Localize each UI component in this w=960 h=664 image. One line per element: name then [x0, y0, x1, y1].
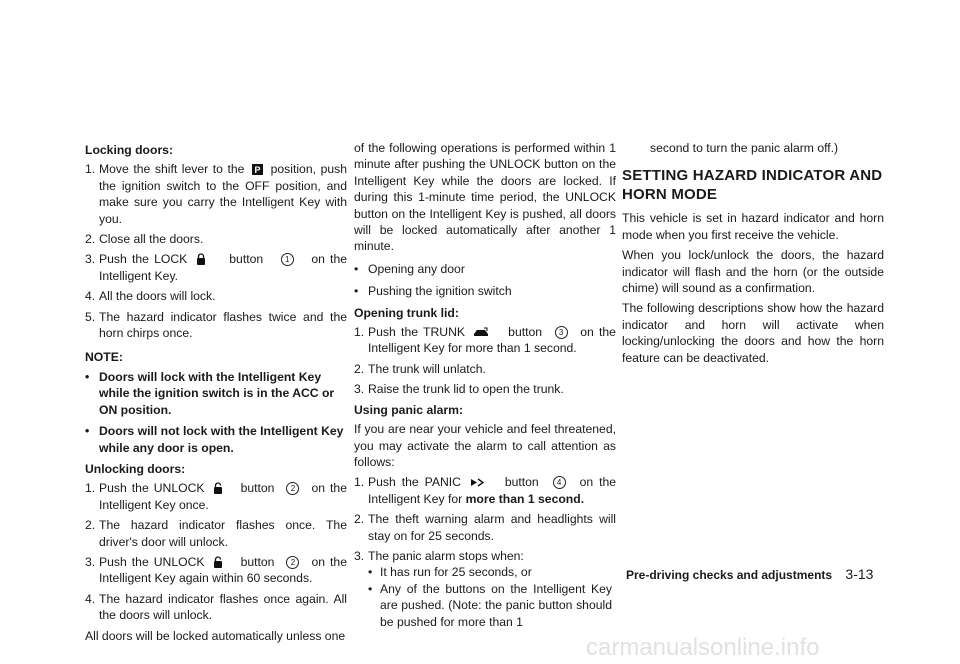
note-heading: NOTE:	[85, 350, 123, 365]
unlocking-step-2	[85, 517, 347, 550]
trunk-step-1	[354, 324, 616, 357]
step-number: 2.	[85, 518, 96, 533]
panic-intro: If you are near your vehicle and feel threatened, you may activate the alarm to call attention as follows:	[354, 422, 616, 469]
step-text: The hazard indicator flashes twice and the horn chirps once.	[99, 309, 347, 341]
paragraph: This vehicle is set in hazard indicator and horn mode when you first receive the vehicle.	[622, 211, 884, 242]
locking-step-3	[85, 251, 347, 284]
page-footer	[626, 566, 876, 582]
step-number: 1.	[354, 475, 365, 490]
column-3	[622, 140, 884, 370]
lock-icon	[196, 253, 206, 265]
callout-4: 4	[553, 476, 566, 489]
panic-step-1	[354, 474, 616, 507]
step-text: on the Intelligent Key once.	[99, 481, 347, 512]
bullet-dot: •	[354, 261, 359, 276]
trunk-step-2	[354, 361, 616, 377]
trunk-step-3	[354, 381, 616, 397]
step-text: Push the UNLOCK	[99, 554, 205, 569]
continuation-text: second to turn the panic alarm off.)	[650, 141, 839, 155]
step-number: 5.	[85, 309, 96, 324]
step-text: Push the LOCK	[99, 252, 188, 267]
continuation-text: of the following operations is performed within 1 minute after pushing the UNLOCK button on the Intelligent Key while the doors are locked. If during this 1-minute time period, the UNLOCK button on the Intelligent Key is pushed, all doors will be locked automatically after another 1 minute.	[354, 141, 616, 254]
step-text: The hazard indicator flashes once again. All the doors will unlock.	[99, 591, 347, 623]
step-number: 4.	[85, 591, 96, 606]
unlocking-step-4	[85, 591, 347, 624]
step-text: Push the TRUNK	[368, 325, 466, 340]
trunk-heading: Opening trunk lid:	[354, 305, 459, 320]
svg-text:P: P	[254, 165, 261, 176]
panic-heading: Using panic alarm:	[354, 402, 464, 417]
step-text: The theft warning alarm and headlights will stay on for 25 seconds.	[368, 512, 616, 543]
step-number: 1.	[85, 481, 96, 496]
step-text: Push the PANIC	[368, 475, 461, 490]
step-number: 3.	[85, 252, 96, 267]
step-text-bold: more than 1 second.	[465, 491, 585, 506]
step-number: 2.	[354, 512, 365, 527]
step-number: 3.	[85, 554, 96, 569]
unlocking-step-1	[85, 480, 347, 513]
bullet-text: Any of the buttons on the Intelligent Key are pushed. (Note: the panic button should be pushed for more than 1	[380, 581, 612, 629]
panic-step-3	[354, 548, 616, 564]
locking-step-5	[85, 309, 347, 342]
step-text: button	[240, 554, 275, 569]
panic-sub-bullet-2	[354, 581, 616, 630]
closing-text: All doors will be locked automatically unless one	[85, 628, 346, 643]
step-text: Raise the trunk lid to open the trunk.	[368, 382, 564, 397]
paragraph: When you lock/unlock the doors, the hazard indicator will flash and the horn (or the outside chime) will sound as a confirmation.	[622, 248, 884, 296]
bullet-text: Pushing the ignition switch	[368, 284, 512, 299]
panic-step-2	[354, 511, 616, 544]
page-number: 3-13	[845, 566, 874, 582]
condition-bullet-2	[354, 283, 616, 299]
step-number: 4.	[85, 289, 96, 304]
locking-step-4	[85, 288, 347, 304]
step-text: on the Intelligent Key for more than 1 second.	[368, 325, 616, 356]
bullet-text: Opening any door	[368, 261, 465, 276]
step-number: 3.	[354, 382, 365, 397]
bullet-dot: •	[85, 424, 90, 439]
watermark: carmanualsonline.info	[586, 634, 820, 661]
footer-section-title: Pre-driving checks and adjustments	[626, 568, 833, 582]
step-text: button	[229, 252, 264, 267]
step-text: Move the shift lever to the	[99, 162, 245, 177]
condition-bullet-1	[354, 261, 616, 277]
step-text: on the Intelligent Key.	[99, 252, 348, 283]
paragraph: The following descriptions show how the hazard indicator and horn will activate when locking/unlocking the doors and how the horn feature can be deactivated.	[622, 301, 884, 365]
step-number: 1.	[354, 325, 365, 340]
column-1	[85, 140, 347, 648]
step-text: The panic alarm stops when:	[368, 548, 524, 563]
trunk-icon	[473, 327, 489, 338]
unlock-icon	[213, 556, 223, 568]
callout-2: 2	[286, 482, 299, 495]
step-number: 2.	[354, 361, 365, 376]
bullet-dot: •	[354, 284, 359, 299]
step-text: button	[508, 325, 543, 340]
locking-step-2	[85, 231, 347, 247]
step-number: 2.	[85, 232, 96, 247]
panic-sub-bullet-1	[354, 564, 616, 580]
note-text: Doors will not lock with the Intelligent Key while any door is open.	[99, 424, 344, 455]
unlock-icon	[213, 482, 223, 494]
panic-icon	[470, 477, 484, 488]
step-text: on the Intelligent Key for	[368, 475, 617, 506]
section-heading: SETTING HAZARD INDICATOR AND HORN MODE	[622, 167, 883, 204]
bullet-dot: •	[368, 581, 373, 596]
unlocking-step-3	[85, 554, 347, 587]
step-text: button	[504, 475, 539, 490]
note-bullet-2	[85, 423, 347, 456]
step-text: on the Intelligent Key again within 60 seconds.	[99, 554, 347, 586]
unlocking-heading: Unlocking doors:	[85, 461, 186, 476]
locking-step-1	[85, 161, 347, 227]
bullet-dot: •	[368, 565, 373, 580]
bullet-dot: •	[85, 369, 90, 384]
step-text: The trunk will unlatch.	[368, 361, 486, 376]
locking-heading: Locking doors:	[85, 143, 174, 157]
step-text: Push the UNLOCK	[99, 481, 205, 496]
step-number: 3.	[354, 548, 365, 563]
callout-1: 1	[281, 253, 294, 266]
step-text: position, push the ignition switch to the OFF position, and make sure you carry the Intelligent Key with you.	[99, 162, 347, 226]
column-2	[354, 140, 616, 630]
step-text: The hazard indicator flashes once. The driver's door will unlock.	[99, 518, 347, 549]
park-position-icon	[252, 164, 263, 175]
note-text: Doors will lock with the Intelligent Key while the ignition switch is in the ACC or ON position.	[99, 369, 335, 417]
step-text: Close all the doors.	[99, 232, 204, 247]
note-bullet-1	[85, 369, 347, 418]
step-text: All the doors will lock.	[99, 289, 216, 304]
callout-3: 3	[555, 326, 568, 339]
step-text: button	[240, 481, 275, 496]
step-number: 1.	[85, 162, 96, 177]
bullet-text: It has run for 25 seconds, or	[380, 565, 532, 580]
callout-2: 2	[286, 556, 299, 569]
